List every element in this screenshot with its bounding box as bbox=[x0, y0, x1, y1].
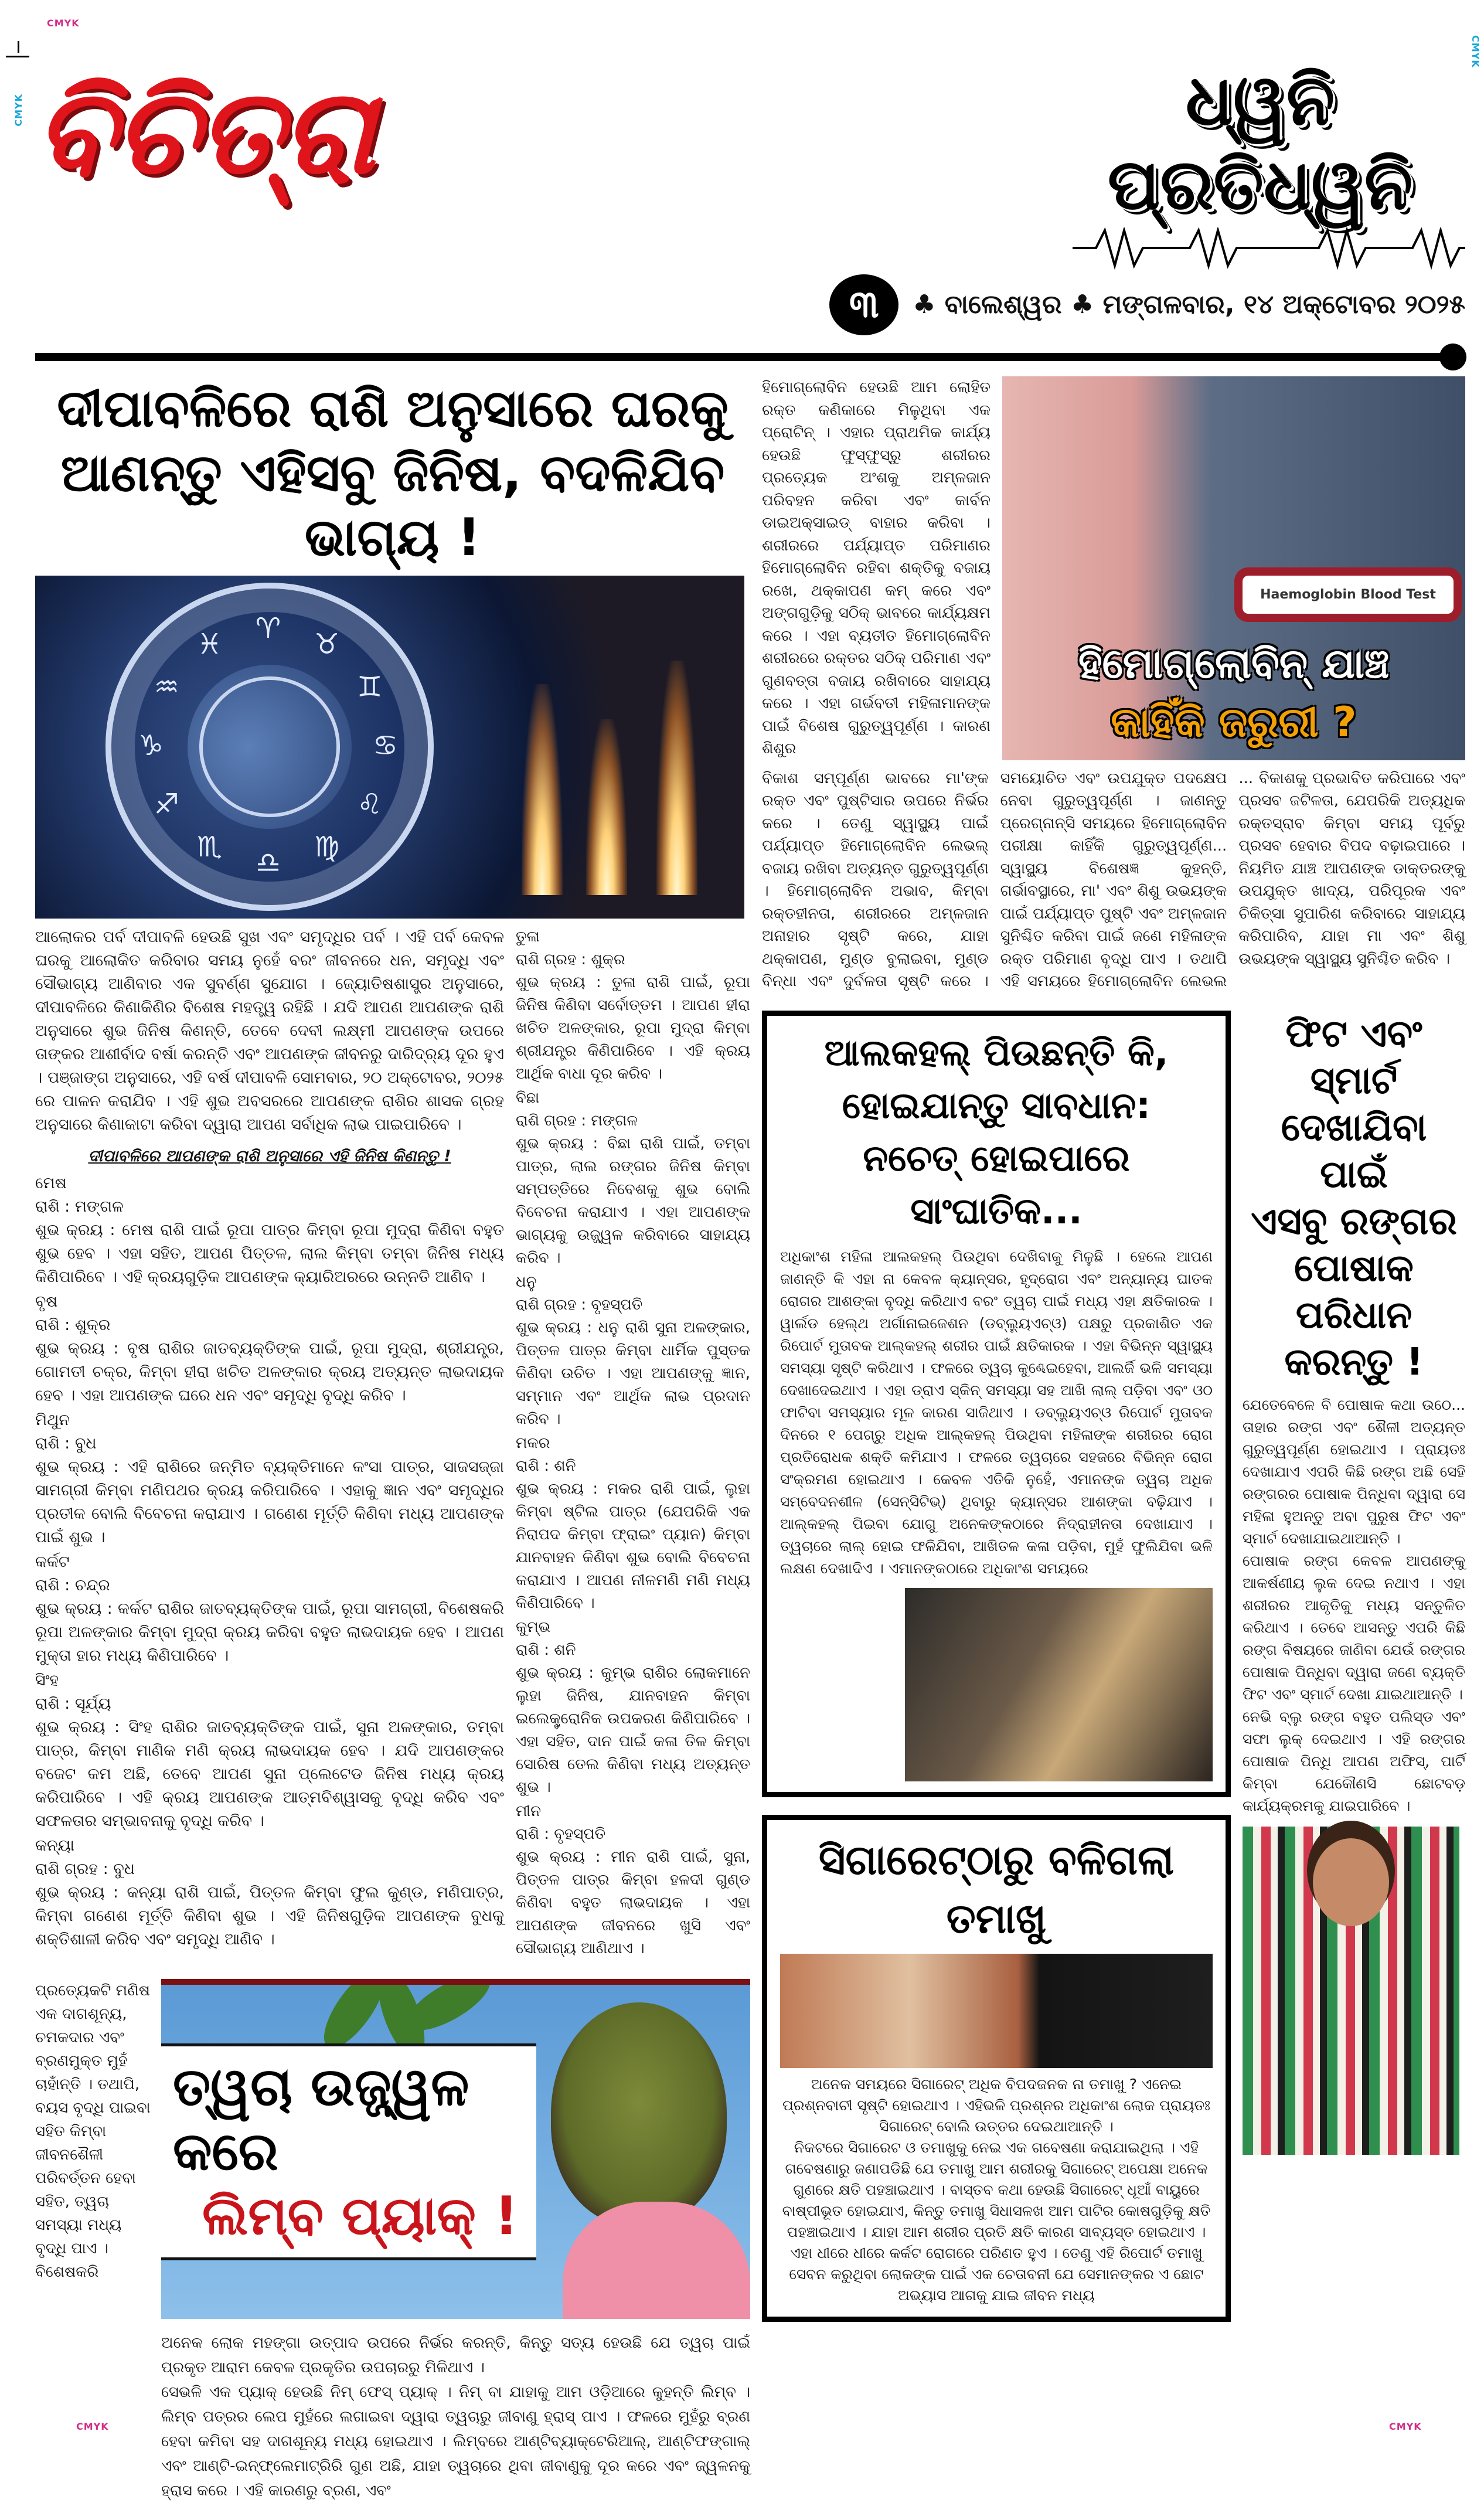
zodiac-sign-purchase: ଶୁଭ କ୍ରୟ : ମୀନ ରାଶି ପାଇଁ, ସୁନା, ପିତ୍ତଳ ପାତ୍ର କିମ୍ବା ହଳଦୀ ଗୁଣ୍ଡ କିଣିବା ବହୁତ ଲାଭଦାୟକ । ଏହା ଆପଣଙ୍କ ଜୀବନରେ ଖୁସି ଏବଂ ସୌଭାଗ୍ୟ ଆଣିଥାଏ । bbox=[516, 1848, 750, 1957]
zodiac-sign-name: ମକର bbox=[516, 1434, 550, 1452]
zodiac-sign-entry bbox=[35, 1550, 504, 1668]
newspaper-page bbox=[35, 59, 1465, 2503]
zodiac-sign-entry bbox=[516, 1271, 750, 1431]
neem-side-text: ପ୍ରତ୍ୟେକଟି ମଣିଷ ଏକ ଦାଗଶୂନ୍ୟ, ଚମକଦାର ଏବଂ ବ୍ରଣମୁକ୍ତ ମୁହଁ ଚାହାଁନ୍ତି । ତଥାପି, ବୟସ ବୃଦ୍ଧି ପାଇବା ସହିତ କିମ୍ବା ଜୀବନଶୈଳୀ ପରିବର୍ତ୍ତନ ହେବା ସହିତ, ତ୍ୱଚା ସମସ୍ୟା ମଧ୍ୟ ବୃଦ୍ଧି ପାଏ । ବିଶେଷକରି bbox=[35, 1982, 151, 2281]
diwali-columns bbox=[35, 926, 750, 1961]
diwali-headline-line-1: ଦୀପାବଳିରେ ରାଶି ଅନୁସାରେ ଘରକୁ bbox=[57, 378, 729, 438]
zodiac-sign-entry bbox=[35, 1669, 504, 1833]
fashion-headline-line: ଏସବୁ ରଙ୍ଗର bbox=[1251, 1199, 1457, 1243]
zodiac-sign-planet: ରାଶି : ମଙ୍ଗଳ bbox=[35, 1198, 124, 1216]
zodiac-symbol: ♋ bbox=[373, 729, 399, 762]
zodiac-sign-planet: ରାଶି : ସୂର୍ଯ୍ୟ bbox=[35, 1695, 111, 1713]
masthead-right bbox=[738, 59, 1465, 335]
left-region bbox=[35, 376, 750, 2503]
registration-mark-bottom-right: CMYK bbox=[1389, 2421, 1422, 2432]
masthead bbox=[35, 59, 1465, 335]
zodiac-sign-planet: ରାଶି : ବୁଧ bbox=[35, 1434, 97, 1453]
firework-fountain bbox=[522, 684, 563, 895]
zodiac-sign-entry bbox=[516, 1087, 750, 1270]
zodiac-fireworks-image bbox=[35, 576, 744, 919]
fashion-body: ଯେତେବେଳେ ବି ପୋଷାକ କଥା ଉଠେ... ତାହାର ରଙ୍ଗ ଏବଂ ଶୈଳୀ ଅତ୍ୟନ୍ତ ଗୁରୁତ୍ୱପୂର୍ଣ୍ଣ ହୋଇଥାଏ । ପ୍ରାୟତଃ ଦେଖାଯାଏ ଏପରି କିଛି ରଙ୍ଗ ଅଛି ସେହି ରଙ୍ଗରର ପୋଷାକ ପିନ୍ଧିବା ଦ୍ୱାରା ସେ ମହିଳା ହୁଅନ୍ତୁ ଅବା ପୁରୁଷ ଫିଟ ଏବଂ ସ୍ମାର୍ଟ ଦେଖାଯାଇଥାଆନ୍ତି । ପୋଷାକ ରଙ୍ଗ କେବଳ ଆପଣଙ୍କୁ ଆକର୍ଷଣୀୟ ଲୁକ ଦେଇ ନଥାଏ । ଏହା ଶରୀରର ଆକୃତିକୁ ମଧ୍ୟ ସନ୍ତୁଳିତ କରିଥାଏ । ତେବେ ଆସନ୍ତୁ ଏପରି କିଛି ରଙ୍ଗ ବିଷୟରେ ଜାଣିବା ଯେଉଁ ରଙ୍ଗର ପୋଷାକ ପିନ୍ଧିବା ଦ୍ୱାରା ଜଣେ ବ୍ୟକ୍ତି ଫିଟ ଏବଂ ସ୍ମାର୍ଟ ଦେଖା ଯାଇଥାଆନ୍ତି । ନେଭି ବ୍ଲୁ ରଙ୍ଗ ବହୁତ ପଲିସ୍ଡ ଏବଂ ସଫା ଲୁକ୍ ଦେଇଥାଏ । ଏହି ରଙ୍ଗର ପୋଷାକ ପିନ୍ଧି ଆପଣ ଅଫିସ୍, ପାର୍ଟି କିମ୍ବା ଯେକୌଣସି ଛୋଟବଡ଼ କାର୍ଯ୍ୟକ୍ରମକୁ ଯାଇପାରିବେ । bbox=[1243, 1396, 1465, 1814]
masthead-rule-wrap bbox=[35, 344, 1465, 370]
zodiac-symbol: ♏ bbox=[197, 831, 223, 864]
alcohol-body: ଅଧିକାଂଶ ମହିଳା ଆଲକହଲ୍ ପିଉଥିବା ଦେଖିବାକୁ ମିଳୁଛି । ହେଲେ ଆପଣ ଜାଣନ୍ତି କି ଏହା ନା କେବଳ କ୍ୟାନ୍‌ସର, ହୃଦ୍‌ରୋଗ ଏବଂ ଅନ୍ୟାନ୍ୟ ଘାତକ ରୋଗର ଆଶଙ୍କା ବୃଦ୍ଧି କରିଥାଏ ବରଂ ତ୍ୱଚା ପାଇଁ ମଧ୍ୟ ଏହା କ୍ଷତିକାରକ । ୱାର୍ଲଡ ହେଲ୍‌ଥ ଅର୍ଗାନାଇଜେଶନ (ଡବ୍ଲ୍ୟୁଏଚ୍‌ଓ) ପକ୍ଷରୁ ପ୍ରକାଶିତ ଏକ ରିପୋର୍ଟ ମୁତାବକ ଆଲ୍‌କହଲ୍ ଶରୀର ପାଇଁ କ୍ଷତିକାରକ । ଏହା ବିଭିନ୍ନ ସ୍ୱାସ୍ଥ୍ୟ ସମସ୍ୟା ସୃଷ୍ଟି କରିଥାଏ । ଫଳରେ ତ୍ୱଚା କୁଣ୍ଢେଇହେବା, ଆଲର୍ଜି ଭଳି ସମସ୍ୟା ଦେଖାଦେଇଥାଏ । ଏହା ଡ୍ରାଏ ସ୍କିନ୍ ସମସ୍ୟା ସହ ଆଖି ଲାଲ୍ ପଡ଼ିବା ଏବଂ ଓଠ ଫାଟିବା ସମସ୍ୟାର ମୂଳ କାରଣ ସାଜିଥାଏ । ଡବ୍ଲ୍ୟୁଏଚ୍‌ଓ ରିପୋର୍ଟ ମୁତାବକ ଦିନରେ ୧ ପେଗ୍‌ରୁ ଅଧିକ ଆଲ୍‌କହଲ୍ ପିଉଥିବା ମହିଳାଙ୍କ ଶରୀରର ରୋଗ ପ୍ରତିରୋଧକ ଶକ୍ତି କମିଯାଏ । ଫଳରେ ତ୍ୱଚାରେ ସହଜରେ ବିଭିନ୍ନ ରୋଗ ସଂକ୍ରମଣ ହୋଇଥାଏ । କେବଳ ଏତିକି ନୁହେଁ, ଏମାନଙ୍କ ତ୍ୱଚା ଅଧିକ ସମ୍ବେଦନଶୀଳ (ସେନ୍‌ସିଟିଭ୍) ଥିବାରୁ କ୍ୟାନ୍‌ସର ଆଶଙ୍କା ବଢ଼ିଯାଏ । ଆଲ୍‌କହଲ୍ ପିଇବା ଯୋଗୁ ଅନେକଙ୍କଠାରେ ନିଦ୍ରାହୀନତା ଦେଖାଯାଏ । ତ୍ୱଚାରେ ଲାଲ୍ ହୋଇ ଫଳିଯିବା, ଆଖିତଳ କଳା ପଡ଼ିବା, ମୁହଁ ଫୁଲିଯିବା ଭଳି ଲକ୍ଷଣ ଦେଖାଦିଏ । ଏମାନଙ୍କଠାରେ ଅଧିକାଂଶ ସମୟରେ bbox=[780, 1247, 1213, 1577]
zodiac-sign-entry bbox=[516, 1616, 750, 1799]
zodiac-sign-planet: ରାଶି : ଶନି bbox=[516, 1457, 576, 1475]
zodiac-sign-name: ବିଛା bbox=[516, 1089, 540, 1107]
zodiac-symbol: ♑ bbox=[138, 729, 164, 762]
hemoglobin-body-1: ହିମୋଗ୍ଲୋବିନ ହେଉଛି ଆମ ଲୋହିତ ରକ୍ତ କଣିକାରେ ମିଳୁଥିବା ଏକ ପ୍ରୋଟିନ୍ । ଏହାର ପ୍ରାଥମିକ କାର୍ଯ୍ୟ ହେଉଛି ଫୁସ୍‌ଫୁସ୍‌ରୁ ଶରୀରର ପ୍ରତ୍ୟେକ ଅଂଶକୁ ଅମ୍ଳଜାନ ପରିବହନ କରିବା ଏବଂ କାର୍ବନ ଡାଇଅକ୍ସାଇଡ୍ ବାହାର କରିବା । ଶରୀରରେ ପର୍ଯ୍ୟାପ୍ତ ପରିମାଣର ହିମୋଗ୍ଲୋବିନ ରହିବା ଶକ୍ତିକୁ ବଜାୟ ରଖେ, ଥକ୍କାପଣ କମ୍ କରେ ଏବଂ ଅଙ୍ଗଗୁଡ଼ିକୁ ସଠିକ୍ ଭାବରେ କାର୍ଯ୍ୟକ୍ଷମ କରେ । ଏହା ବ୍ୟତୀତ ହିମୋଗ୍ଲୋବିନ ଶରୀରରେ ରକ୍ତର ସଠିକ୍ ପରିମାଣ ଏବଂ ଗୁଣବତ୍ତା ବଜାୟ ରଖିବାରେ ସାହାଯ୍ୟ କରେ । ଏହା ଗର୍ଭବତୀ ମହିଳାମାନଙ୍କ ପାଇଁ ବିଶେଷ ଗୁରୁତ୍ୱପୂର୍ଣ୍ଣ । କାରଣ ଶିଶୁର bbox=[762, 379, 991, 757]
diwali-intro: ଆଲୋକର ପର୍ବ ଦୀପାବଳି ହେଉଛି ସୁଖ ଏବଂ ସମୃଦ୍ଧିର ପର୍ବ । ଏହି ପର୍ବ କେବଳ ଘରକୁ ଆଲୋକିତ କରିବାର ସମୟ ନୁହେଁ ବରଂ ଜୀବନରେ ଧନ, ସମୃଦ୍ଧି ଏବଂ ସୌଭାଗ୍ୟ ଆଣିବାର ଏକ ସୁବର୍ଣ୍ଣ ସୁଯୋଗ । ଜ୍ୟୋତିଷଶାସ୍ତ୍ର ଅନୁସାରେ, ଦୀପାବଳିରେ କିଣାକିଣିର ବିଶେଷ ମହତ୍ତ୍ୱ ରହିଛି । ଯଦି ଆପଣ ଆପଣଙ୍କ ରାଶି ଅନୁସାରେ ଶୁଭ ଜିନିଷ କିଣନ୍ତି, ତେବେ ଦେବୀ ଲକ୍ଷ୍ମୀ ଆପଣଙ୍କ ଉପରେ ତାଙ୍କର ଆଶୀର୍ବାଦ ବର୍ଷା କରନ୍ତି ଏବଂ ଆପଣଙ୍କ ଜୀବନରୁ ଦାରିଦ୍ର୍ୟ ଦୂର ହୁଏ । ପଞ୍ଜାଙ୍ଗ ଅନୁସାରେ, ଏହି ବର୍ଷ ଦୀପାବଳି ସୋମବାର, ୨୦ ଅକ୍ଟୋବର, ୨୦୨୫ ରେ ପାଳନ କରାଯିବ । ଏହି ଶୁଭ ଅବସରରେ ଆପଣଙ୍କ ରାଶିର ଶାସକ ଗ୍ରହ ଅନୁସାରେ କିଣାକାଟା କରିବା ଦ୍ୱାରା ଆପଣ ସର୍ବାଧିକ ଲାଭ ପାଇପାରିବେ । bbox=[35, 928, 504, 1134]
alcohol-headline bbox=[780, 1026, 1213, 1237]
tobacco-headline: ସିଗାରେଟ୍‌ଠାରୁ ବଳିଗଲା ତମାଖୁ bbox=[818, 1835, 1175, 1943]
zodiac-sign-name: ସିଂହ bbox=[35, 1671, 59, 1689]
zodiac-sign-planet: ରାଶି : ଚନ୍ଦ୍ର bbox=[35, 1576, 110, 1594]
fashion-headline-line: ଦେଖାଯିବା ପାଇଁ bbox=[1281, 1106, 1427, 1196]
hemoglobin-image-title-2: କାହିଁକି ଜରୁରୀ ? bbox=[1111, 698, 1357, 746]
fashion-headline bbox=[1243, 1011, 1465, 1386]
zodiac-list-column-2 bbox=[516, 926, 750, 1961]
neem-pack-image bbox=[161, 1979, 750, 2319]
diwali-headline-line-2: ଆଣନ୍ତୁ ଏହିସବୁ ଜିନିଷ, ବଦଳିଯିବ ଭାଗ୍ୟ ! bbox=[60, 443, 725, 567]
zodiac-symbol: ♊ bbox=[357, 671, 383, 703]
crop-mark bbox=[18, 41, 19, 53]
zodiac-sign-planet: ରାଶି : ବୃହସ୍ପତି bbox=[516, 1825, 606, 1843]
alcohol-headline-line-1: ଆଲକହଲ୍ ପିଉଛନ୍ତି କି, ହୋଇଯାନ୍ତୁ ସାବଧାନ: bbox=[824, 1031, 1169, 1127]
registration-mark-bottom-left: CMYK bbox=[76, 2421, 109, 2432]
zodiac-sign-name: ମିଥୁନ bbox=[35, 1411, 70, 1429]
firework-fountain bbox=[656, 661, 697, 895]
neem-image-title-2: ଲିମ୍ବ ପ୍ୟାକ୍ ! bbox=[202, 2185, 519, 2247]
diwali-column-1 bbox=[35, 926, 504, 1961]
zodiac-sign-purchase: ଶୁଭ କ୍ରୟ : ମକର ରାଶି ପାଇଁ, ଲୁହା କିମ୍ବା ଷ୍ଟିଲ ପାତ୍ର (ଯେପରିକି ଏକ ନିରାପଦ କିମ୍ବା ଫ୍ରାଇଂ ପ୍ୟାନ) କିମ୍ବା ଯାନବାହନ କିଣିବା ଶୁଭ ବୋଲି ବିବେଚନା କରାଯାଏ । ଆପଣ ନୀଳମଣି ମଣି ମଧ୍ୟ କିଣିପାରିବେ । bbox=[516, 1480, 750, 1612]
zodiac-sign-name: ମେଷ bbox=[35, 1174, 67, 1192]
zodiac-sign-purchase: ଶୁଭ କ୍ରୟ : ବୃଷ ରାଶିର ଜାତବ୍ୟକ୍ତିଙ୍କ ପାଇଁ, ରୂପା ମୁଦ୍ରା, ଶ୍ରୀଯନ୍ତ୍ର, ଗୋମତୀ ଚକ୍ର, କିମ୍ବା ହୀରା ଖଚିତ ଅଳଙ୍କାର କ୍ରୟ ଅତ୍ୟନ୍ତ ଲାଭଦାୟକ ହେବ । ଏହା ଆପଣଙ୍କ ଘରେ ଧନ ଏବଂ ସମୃଦ୍ଧି ବୃଦ୍ଧି କରିବ । bbox=[35, 1339, 504, 1404]
zodiac-sign-purchase: ଶୁଭ କ୍ରୟ : କର୍କଟ ରାଶିର ଜାତବ୍ୟକ୍ତିଙ୍କ ପାଇଁ, ରୂପା ସାମଗ୍ରୀ, ବିଶେଷକରି ରୂପା ଅଳଙ୍କାର କିମ୍ବା ମୁଦ୍ରା କ୍ରୟ କରିବା ବହୁତ ଲାଭଦାୟକ ହେବ । ଆପଣ ମୁକ୍ତା ହାର ମଧ୍ୟ କିଣିପାରିବେ । bbox=[35, 1600, 504, 1665]
zodiac-wheel bbox=[105, 583, 434, 911]
zodiac-sign-purchase: ଶୁଭ କ୍ରୟ : ବିଛା ରାଶି ପାଇଁ, ତମ୍ବା ପାତ୍ର, ଲାଲ ରଙ୍ଗର ଜିନିଷ କିମ୍ବା ସମ୍ପତ୍ତିରେ ନିବେଶକୁ ଶୁଭ ବୋଲି ବିବେଚନା କରାଯାଏ । ଏହା ଆପଣଙ୍କ ଭାଗ୍ୟକୁ ଉଜ୍ଜ୍ୱଳ କରିବାରେ ସାହାଯ୍ୟ କରିବ । bbox=[516, 1135, 750, 1267]
zigzag-divider bbox=[1073, 227, 1465, 274]
alcohol-article bbox=[762, 1011, 1231, 1797]
zodiac-sign-planet: ରାଶି ଗ୍ରହ : ଶୁକ୍ର bbox=[516, 951, 625, 968]
zodiac-symbol: ♎ bbox=[256, 846, 281, 879]
section-logo: ବିଚିତ୍ରା bbox=[35, 63, 376, 200]
zodiac-sign-entry bbox=[516, 926, 750, 1086]
zodiac-sign-name: କନ୍ୟା bbox=[35, 1837, 74, 1855]
zodiac-symbol: ♉ bbox=[314, 627, 340, 661]
registration-mark-top: CMYK bbox=[47, 18, 80, 29]
neem-image-banner bbox=[161, 2043, 536, 2260]
tobacco-cigarette-image bbox=[780, 1954, 1213, 2068]
diwali-subhead: ଦୀପାବଳିରେ ଆପଣଙ୍କ ରାଶି ଅନୁସାରେ ଏହି ଜିନିଷ କିଣନ୍ତୁ ! bbox=[88, 1147, 451, 1165]
zodiac-wheel-center bbox=[199, 676, 340, 817]
zodiac-symbol: ♍ bbox=[314, 831, 340, 864]
newspaper-name: ଧ୍ୱନି ପ୍ରତିଧ୍ୱନି bbox=[1107, 60, 1413, 226]
tobacco-article bbox=[762, 1815, 1231, 2322]
zodiac-sign-planet: ରାଶି ଗ୍ରହ : ବୁଧ bbox=[35, 1860, 135, 1878]
hemoglobin-article-top bbox=[762, 376, 1465, 760]
zodiac-list-column-1 bbox=[35, 1172, 504, 1951]
right-lower bbox=[762, 1011, 1465, 2322]
hemoglobin-image bbox=[1002, 376, 1465, 760]
zodiac-sign-purchase: ଶୁଭ କ୍ରୟ : କୁମ୍ଭ ରାଶିର ଲୋକମାନେ ଲୁହା ଜିନିଷ, ଯାନବାହନ କିମ୍ବା ଇଲେକ୍ଟ୍ରୋନିକ ଉପକରଣ କିଣିପାରିବେ । ଏହା ସହିତ, ଦାନ ପାଇଁ କଳା ତିଳ କିମ୍ବା ସୋରିଷ ତେଲ କିଣିବା ମଧ୍ୟ ଅତ୍ୟନ୍ତ ଶୁଭ । bbox=[516, 1664, 750, 1796]
zodiac-sign-purchase: ଶୁଭ କ୍ରୟ : ତୁଳା ରାଶି ପାଇଁ, ରୂପା ଜିନିଷ କିଣିବା ସର୍ବୋତ୍ତମ । ଆପଣ ହୀରା ଖଚିତ ଅଳଙ୍କାର, ରୂପା ମୁଦ୍ରା କିମ୍ବା ଶ୍ରୀଯନ୍ତ୍ର କିଣିପାରିବେ । ଏହି କ୍ରୟ ଆର୍ଥିକ ବାଧା ଦୂର କରିବ । bbox=[516, 974, 750, 1083]
fashion-article bbox=[1243, 1011, 1465, 2155]
zodiac-sign-planet: ରାଶି ଗ୍ରହ : ମଙ୍ଗଳ bbox=[516, 1112, 638, 1130]
fashion-headline-line: ପୋଷାକ ପରିଧାନ bbox=[1294, 1246, 1414, 1337]
blood-test-tube: Haemoglobin Blood Test bbox=[1243, 576, 1454, 614]
zodiac-sign-name: ବୃଷ bbox=[35, 1293, 58, 1311]
zodiac-sign-entry bbox=[35, 1834, 504, 1951]
zodiac-sign-purchase: ଶୁଭ କ୍ରୟ : କନ୍ୟା ରାଶି ପାଇଁ, ପିତ୍ତଳ କିମ୍ବା ଫୁଲ କୁଣ୍ଡ, ମଣିପାତ୍ର, କିମ୍ବା ଗଣେଶ ମୂର୍ତ୍ତି କିଣିବା ଶୁଭ । ଏହି ଜିନିଷଗୁଡ଼ିକ ଆପଣଙ୍କ ବୁଧକୁ ଶକ୍ତିଶାଳୀ କରିବ ଏବଂ ସମୃଦ୍ଧି ଆଣିବ । bbox=[35, 1883, 504, 1948]
page-number: ୩ bbox=[829, 274, 898, 335]
hemoglobin-body-2: ବିକାଶ ସମ୍ପୂର୍ଣ୍ଣ ଭାବରେ ମା'ଙ୍କ ରକ୍ତ ଏବଂ ପୁଷ୍ଟିସାର ଉପରେ ନିର୍ଭର କରେ । ତେଣୁ ସ୍ୱାସ୍ଥ୍ୟ ପାଇଁ ପର୍ଯ୍ୟାପ୍ତ ହିମୋଗ୍ଲୋବିନ ଲେଭଲ୍ ବଜାୟ ରଖିବା ଅତ୍ୟନ୍ତ ଗୁରୁତ୍ୱପୂର୍ଣ୍ଣ । ହିମୋଗ୍ଲୋବିନ ଅଭାବ, କିମ୍ବା ରକ୍ତହୀନତା, ଶରୀରରେ ଅମ୍ଳଜାନ ଅନାହାର ସୃଷ୍ଟି କରେ, ଯାହା ଥକ୍କାପଣ, ମୁଣ୍ଡ ବୁଲାଇବା, ମୁଣ୍ଡ ବିନ୍ଧା ଏବଂ ଦୁର୍ବଳତା ସୃଷ୍ଟି କରେ । ସମୟୋଚିତ ଏବଂ ଉପଯୁକ୍ତ ପଦକ୍ଷେପ ନେବା ଗୁରୁତ୍ୱପୂର୍ଣ୍ଣ । ଜାଣନ୍ତୁ ପ୍ରେଗ୍‌ନାନ୍ସି ସମୟରେ ହିମୋଗ୍ଲୋବିନ ପରୀକ୍ଷା କାହିଁକି ଗୁରୁତ୍ୱପୂର୍ଣ୍ଣ... ସ୍ୱାସ୍ଥ୍ୟ ବିଶେଷଜ୍ଞ କୁହନ୍ତି, ଗର୍ଭାବସ୍ଥାରେ, ମା' ଏବଂ ଶିଶୁ ଉଭୟଙ୍କ ପାଇଁ ପର୍ଯ୍ୟାପ୍ତ ପୁଷ୍ଟି ଏବଂ ଅମ୍ଳଜାନ ସୁନିଶ୍ଚିତ କରିବା ପାଇଁ ଜଣେ ମହିଳାଙ୍କ ରକ୍ତ ପରିମାଣ ବୃଦ୍ଧି ପାଏ । ତଥାପି ଏହି ସମୟରେ ହିମୋଗ୍ଲୋବିନ ଲେଭଲ ... ବିକାଶକୁ ପ୍ରଭାବିତ କରିପାରେ ଏବଂ ପ୍ରସବ ଜଟିଳତା, ଯେପରିକି ଅତ୍ୟଧିକ ରକ୍ତସ୍ରାବ କିମ୍ବା ସମୟ ପୂର୍ବରୁ ପ୍ରସବ ହେବାର ବିପଦ ବଢ଼ାଇପାରେ । ନିୟମିତ ଯାଞ୍ଚ ଆପଣଙ୍କ ଡାକ୍ତରଙ୍କୁ ଉପଯୁକ୍ତ ଖାଦ୍ୟ, ପରିପୂରକ ଏବଂ ଚିକିତ୍ସା ସୁପାରିଶ କରିବାରେ ସାହାଯ୍ୟ କରିପାରିବ, ଯାହା ମା ଏବଂ ଶିଶୁ ଉଭୟଙ୍କ ସ୍ୱାସ୍ଥ୍ୟ ସୁନିଶ୍ଚିତ କରିବ । bbox=[762, 769, 1465, 990]
zodiac-symbol: ♌ bbox=[357, 788, 383, 821]
zodiac-sign-name: କର୍କଟ bbox=[35, 1553, 70, 1571]
right-lower-main bbox=[762, 1011, 1231, 2322]
woman-drinking-image bbox=[905, 1588, 1213, 1781]
rule-end-dot bbox=[1439, 344, 1466, 370]
diwali-headline bbox=[35, 376, 750, 570]
fashion-headline-line: ଫିଟ ଏବଂ ସ୍ମାର୍ଟ bbox=[1285, 1012, 1422, 1103]
zodiac-sign-name: ଧନୁ bbox=[516, 1273, 537, 1291]
tobacco-body: ଅନେକ ସମୟରେ ସିଗାରେଟ୍ ଅଧିକ ବିପଦଜନକ ନା ତମାଖୁ ? ଏନେଇ ପ୍ରଶ୍ନବାଚୀ ସୃଷ୍ଟି ହୋଇଥାଏ । ଏହିଭଳି ପ୍ରଶ୍ନର ଅଧିକାଂଶ ଲୋକ ପ୍ରାୟତଃ ସିଗାରେଟ୍ ବୋଲି ଉତ୍ତର ଦେଇଥାଆନ୍ତି । ନିକଟରେ ସିଗାରେଟ ଓ ତମାଖୁକୁ ନେଇ ଏକ ଗବେଷଣା କରାଯାଇଥିଲା । ଏହି ଗବେଷଣାରୁ ଜଣାପଡିଛି ଯେ ତମାଖୁ ଆମ ଶରୀରକୁ ସିଗାରେଟ୍ ଅପେକ୍ଷା ଅନେକ ଗୁଣରେ କ୍ଷତି ପହଞ୍ଚାଇଥାଏ । ବାସ୍ତବ କଥା ହେଉଛି ସିଗାରେଟ୍ ଧୂଆଁ ବାୟୁରେ ବାଷ୍ପୀଭୂତ ହୋଇଯାଏ, କିନ୍ତୁ ତମାଖୁ ସିଧାସଳଖ ଆମ ପାଟିର କୋଷଗୁଡ଼ିକୁ କ୍ଷତି ପହଞ୍ଚାଇଥାଏ । ଯାହା ଆମ ଶରୀର ପ୍ରତି କ୍ଷତି କାରଣ ସାବ୍ୟସ୍ତ ହୋଇଥାଏ । ଏହା ଧୀରେ ଧୀରେ କର୍କଟ ରୋଗରେ ପରିଣତ ହୁଏ । ତେଣୁ ଏହି ରିପୋର୍ଟ ତମାଖୁ ସେବନ କରୁଥିବା ଲୋକଙ୍କ ପାଇଁ ଏକ ଚେତାବନୀ ଯେ ସେମାନଙ୍କର ଏ ଛୋଟ ଅଭ୍ୟାସ ଆଗକୁ ଯାଇ ଜୀବନ ମଧ୍ୟ bbox=[782, 2075, 1211, 2304]
dateline: ♣ ବାଲେଶ୍ୱର ♣ ମଙ୍ଗଳବାର, ୧୪ ଅକ୍ଟୋବର ୨୦୨୫ bbox=[913, 290, 1465, 319]
model-head bbox=[1313, 1838, 1389, 1926]
zodiac-sign-entry bbox=[516, 1432, 750, 1615]
zodiac-sign-entry bbox=[35, 1172, 504, 1289]
zodiac-sign-planet: ରାଶି : ଶୁକ୍ର bbox=[35, 1316, 111, 1334]
zodiac-sign-name: କୁମ୍ଭ bbox=[516, 1618, 551, 1636]
crop-mark bbox=[6, 56, 29, 57]
zodiac-symbol: ♈ bbox=[256, 612, 281, 645]
zodiac-sign-purchase: ଶୁଭ କ୍ରୟ : ଧନୁ ରାଶି ସୁନା ଅଳଙ୍କାର, ପିତ୍ତଳ ପାତ୍ର କିମ୍ବା ଧାର୍ମିକ ପୁସ୍ତକ କିଣିବା ଉଚିତ । ଏହା ଆପଣଙ୍କୁ ଜ୍ଞାନ, ସମ୍ମାନ ଏବଂ ଆର୍ଥିକ ଲାଭ ପ୍ରଦାନ କରିବ । bbox=[516, 1319, 750, 1428]
hemoglobin-image-title-1: ହିମୋଗ୍ଲୋବିନ୍ ଯାଞ୍ଚ bbox=[1078, 639, 1390, 688]
date-row bbox=[738, 274, 1465, 335]
fashion-model-image bbox=[1243, 1827, 1459, 2155]
pink-sweater bbox=[563, 2202, 750, 2319]
zodiac-symbol: ♓ bbox=[197, 627, 223, 661]
page-body bbox=[35, 376, 1465, 2503]
zodiac-sign-purchase: ଶୁଭ କ୍ରୟ : ମେଷ ରାଶି ପାଇଁ ରୂପା ପାତ୍ର କିମ୍ବା ରୂପା ମୁଦ୍ରା କିଣିବା ବହୁତ ଶୁଭ ହେବ । ଏହା ସହିତ, ଆପଣ ପିତ୍ତଳ, ଲାଲ କିମ୍ବା ତମ୍ବା ଜିନିଷ ମଧ୍ୟ କିଣିପାରିବେ । ଏହି କ୍ରୟଗୁଡ଼ିକ ଆପଣଙ୍କ କ୍ୟାରିଅରରେ ଉନ୍ନତି ଆଣିବ । bbox=[35, 1221, 504, 1286]
neem-image-title-1: ତ୍ୱଚା ଉଜ୍ଜ୍ୱଳ କରେ bbox=[173, 2056, 469, 2182]
masthead-rule bbox=[35, 353, 1448, 361]
green-face-mask bbox=[551, 2002, 727, 2225]
alcohol-headline-line-2: ନଚେତ୍ ହୋଇପାରେ ସାଂଘାତିକ... bbox=[863, 1136, 1130, 1232]
zodiac-sign-name: ମୀନ bbox=[516, 1803, 542, 1820]
zodiac-sign-entry bbox=[35, 1409, 504, 1549]
registration-mark-side: CMYK bbox=[13, 94, 24, 127]
neem-article-top bbox=[35, 1979, 750, 2319]
zodiac-symbol: ♐ bbox=[154, 788, 179, 821]
registration-mark-right: CMYK bbox=[1470, 35, 1481, 68]
zodiac-sign-entry bbox=[35, 1290, 504, 1407]
zodiac-sign-entry bbox=[516, 1800, 750, 1960]
zodiac-symbol: ♒ bbox=[154, 671, 179, 703]
zodiac-sign-planet: ରାଶି : ଶନି bbox=[516, 1641, 576, 1659]
zodiac-sign-planet: ରାଶି ଗ୍ରହ : ବୃହସ୍ପତି bbox=[516, 1296, 643, 1314]
zodiac-sign-name: ତୁଳା bbox=[516, 928, 540, 946]
firework-fountain bbox=[586, 719, 627, 895]
neem-body: ଅନେକ ଲୋକ ମହଙ୍ଗା ଉତ୍ପାଦ ଉପରେ ନିର୍ଭର କରନ୍ତି, କିନ୍ତୁ ସତ୍ୟ ହେଉଛି ଯେ ତ୍ୱଚା ପାଇଁ ପ୍ରକୃତ ଆରାମ କେବଳ ପ୍ରକୃତିର ଉପଚାରରୁ ମିଳିଥାଏ । ସେଭଳି ଏକ ପ୍ୟାକ୍ ହେଉଛି ନିମ୍ ଫେସ୍ ପ୍ୟାକ୍ । ନିମ୍ ବା ଯାହାକୁ ଆମ ଓଡ଼ିଆରେ କୁହନ୍ତି ଲିମ୍ବ । ଲିମ୍ବ ପତ୍ରର ଲେପ ମୁହଁରେ ଲଗାଇବା ଦ୍ୱାରା ତ୍ୱଚାରୁ ଜୀବାଣୁ ହ୍ରାସ୍ ପାଏ । ଫଳରେ ମୁହଁରୁ ବ୍ରଣ ହେବା କମିବା ସହ ଦାଗଶୂନ୍ୟ ମଧ୍ୟ ହୋଇଥାଏ । ଲିମ୍ବରେ ଆଣ୍ଟିବ୍ୟାକ୍ଟେରିଆଲ୍, ଆଣ୍ଟିଫଙ୍ଗାଲ୍ ଏବଂ ଆଣ୍ଟି-ଇନ୍‌ଫ୍ଲେମାଟ୍ରିରି ଗୁଣ ଅଛି, ଯାହା ତ୍ୱଚାରେ ଥିବା ଜୀବାଣୁକୁ ଦୂର କରେ ଏବଂ ଜ୍ୱଳନକୁ ହ୍ରାସ କରେ । ଏହି କାରଣରୁ ବ୍ରଣ, ଏବଂ bbox=[161, 2334, 750, 2499]
zodiac-sign-purchase: ଶୁଭ କ୍ରୟ : ଏହି ରାଶିରେ ଜନ୍ମିତ ବ୍ୟକ୍ତିମାନେ କଂସା ପାତ୍ର, ସାଜସଜ୍ଜା ସାମଗ୍ରୀ କିମ୍ବା ମଣିପଥର କ୍ରୟ କରିପାରିବେ । ଏହାକୁ ଜ୍ଞାନ ଏବଂ ସମୃଦ୍ଧିର ପ୍ରତୀକ ବୋଲି ବିବେଚନା କରାଯାଏ । ଗଣେଶ ମୂର୍ତ୍ତି କିଣିବା ମଧ୍ୟ ଆପଣଙ୍କ ପାଇଁ ଶୁଭ । bbox=[35, 1458, 504, 1546]
zodiac-sign-purchase: ଶୁଭ କ୍ରୟ : ସିଂହ ରାଶିର ଜାତବ୍ୟକ୍ତିଙ୍କ ପାଇଁ, ସୁନା ଅଳଙ୍କାର, ତମ୍ବା ପାତ୍ର, କିମ୍ବା ମାଣିକ ମଣି କ୍ରୟ ଲାଭଦାୟକ ହେବ । ଯଦି ଆପଣଙ୍କର ବଜେଟ କମ ଅଛି, ତେବେ ଆପଣ ସୁନା ପ୍ଲେଟେଡ ଜିନିଷ ମଧ୍ୟ କ୍ରୟ କରିପାରିବେ । ଏହି କ୍ରୟ ଆପଣଙ୍କ ଆତ୍ମବିଶ୍ୱାସକୁ ବୃଦ୍ଧି କରିବ ଏବଂ ସଫଳତାର ସମ୍ଭାବନାକୁ ବୃଦ୍ଧି କରିବ । bbox=[35, 1718, 504, 1830]
right-region bbox=[762, 376, 1465, 2322]
fashion-headline-line: କରନ୍ତୁ ! bbox=[1284, 1340, 1424, 1384]
